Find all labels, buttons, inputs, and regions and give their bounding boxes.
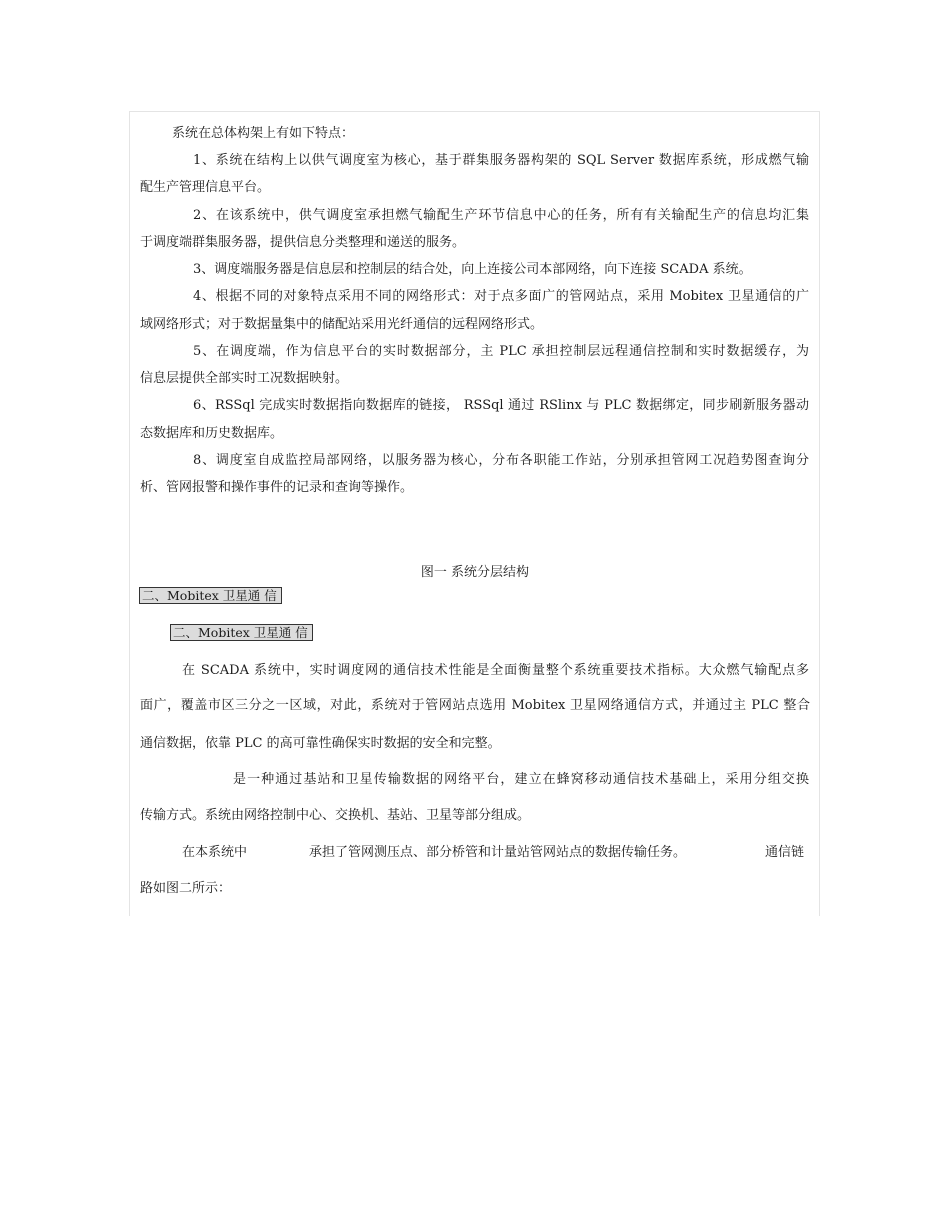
list-item-1-line-2: 配生产管理信息平台。	[140, 180, 271, 195]
list-item-6-line-1: 6、RSSql 完成实时数据指向数据库的链接， RSSql 通过 RSlinx 与 PLC 数据绑定，同步刷新服务器动	[193, 398, 809, 413]
para3-text-a: 在本系统中	[182, 845, 248, 860]
section-heading-box-1: 二、Mobitex 卫星通 信	[139, 587, 282, 604]
list-item-4-line-2: 域网络形式；对于数据量集中的储配站采用光纤通信的远程网络形式。	[140, 317, 544, 332]
para1-line-3: 通信数据，依靠 PLC 的高可靠性确保实时数据的安全和完整。	[140, 736, 501, 751]
page-frame	[129, 111, 820, 916]
para1-line-2: 面广，覆盖市区三分之一区域，对此，系统对于管网站点选用 Mobitex 卫星网络通信方式，并通过主 PLC 整合	[140, 698, 810, 713]
list-item-2-line-2: 于调度端群集服务器，提供信息分类整理和递送的服务。	[140, 235, 466, 250]
list-item-5-line-1: 5、在调度端，作为信息平台的实时数据部分，主 PLC 承担控制层远程通信控制和实时数据缓存，为	[193, 344, 809, 359]
para2-line-1: 是一种通过基站和卫星传输数据的网络平台，建立在蜂窝移动通信技术基础上，采用分组交换	[233, 772, 809, 787]
para3-text-b: 承担了管网测压点、部分桥管和计量站管网站点的数据传输任务。	[309, 845, 687, 860]
list-item-2-line-1: 2、在该系统中，供气调度室承担燃气输配生产环节信息中心的任务，所有有关输配生产的信息均汇集	[193, 208, 809, 223]
para3-text-c: 通信链	[765, 845, 805, 860]
para3-line-2: 路如图二所示：	[140, 881, 232, 896]
list-item-8-line-1: 8、调度室自成监控局部网络，以服务器为核心，分布各职能工作站，分别承担管网工况趋势图查询分	[193, 453, 809, 468]
list-item-5-line-2: 信息层提供全部实时工况数据映射。	[140, 371, 349, 386]
list-item-6-line-2: 态数据库和历史数据库。	[140, 426, 284, 441]
list-item-4-line-1: 4、根据不同的对象特点采用不同的网络形式：对于点多面广的管网站点，采用 Mobitex 卫星通信的广	[193, 289, 809, 304]
list-item-8-line-2: 析、管网报警和操作事件的记录和查询等操作。	[140, 480, 414, 495]
list-item-1-line-1: 1、系统在结构上以供气调度室为核心，基于群集服务器构架的 SQL Server 数据库系统，形成燃气输	[193, 153, 809, 168]
figure-caption: 图一 系统分层结构	[420, 565, 530, 580]
intro-line: 系统在总体构架上有如下特点：	[172, 126, 355, 141]
para2-line-2: 传输方式。系统由网络控制中心、交换机、基站、卫星等部分组成。	[140, 808, 531, 823]
section-heading-box-2: 二、Mobitex 卫星通 信	[170, 624, 313, 641]
list-item-3-line-1: 3、调度端服务器是信息层和控制层的结合处，向上连接公司本部网络，向下连接 SCADA 系统。	[193, 262, 752, 277]
para1-line-1: 在 SCADA 系统中，实时调度网的通信技术性能是全面衡量整个系统重要技术指标。大众燃气输配点多	[182, 663, 809, 678]
